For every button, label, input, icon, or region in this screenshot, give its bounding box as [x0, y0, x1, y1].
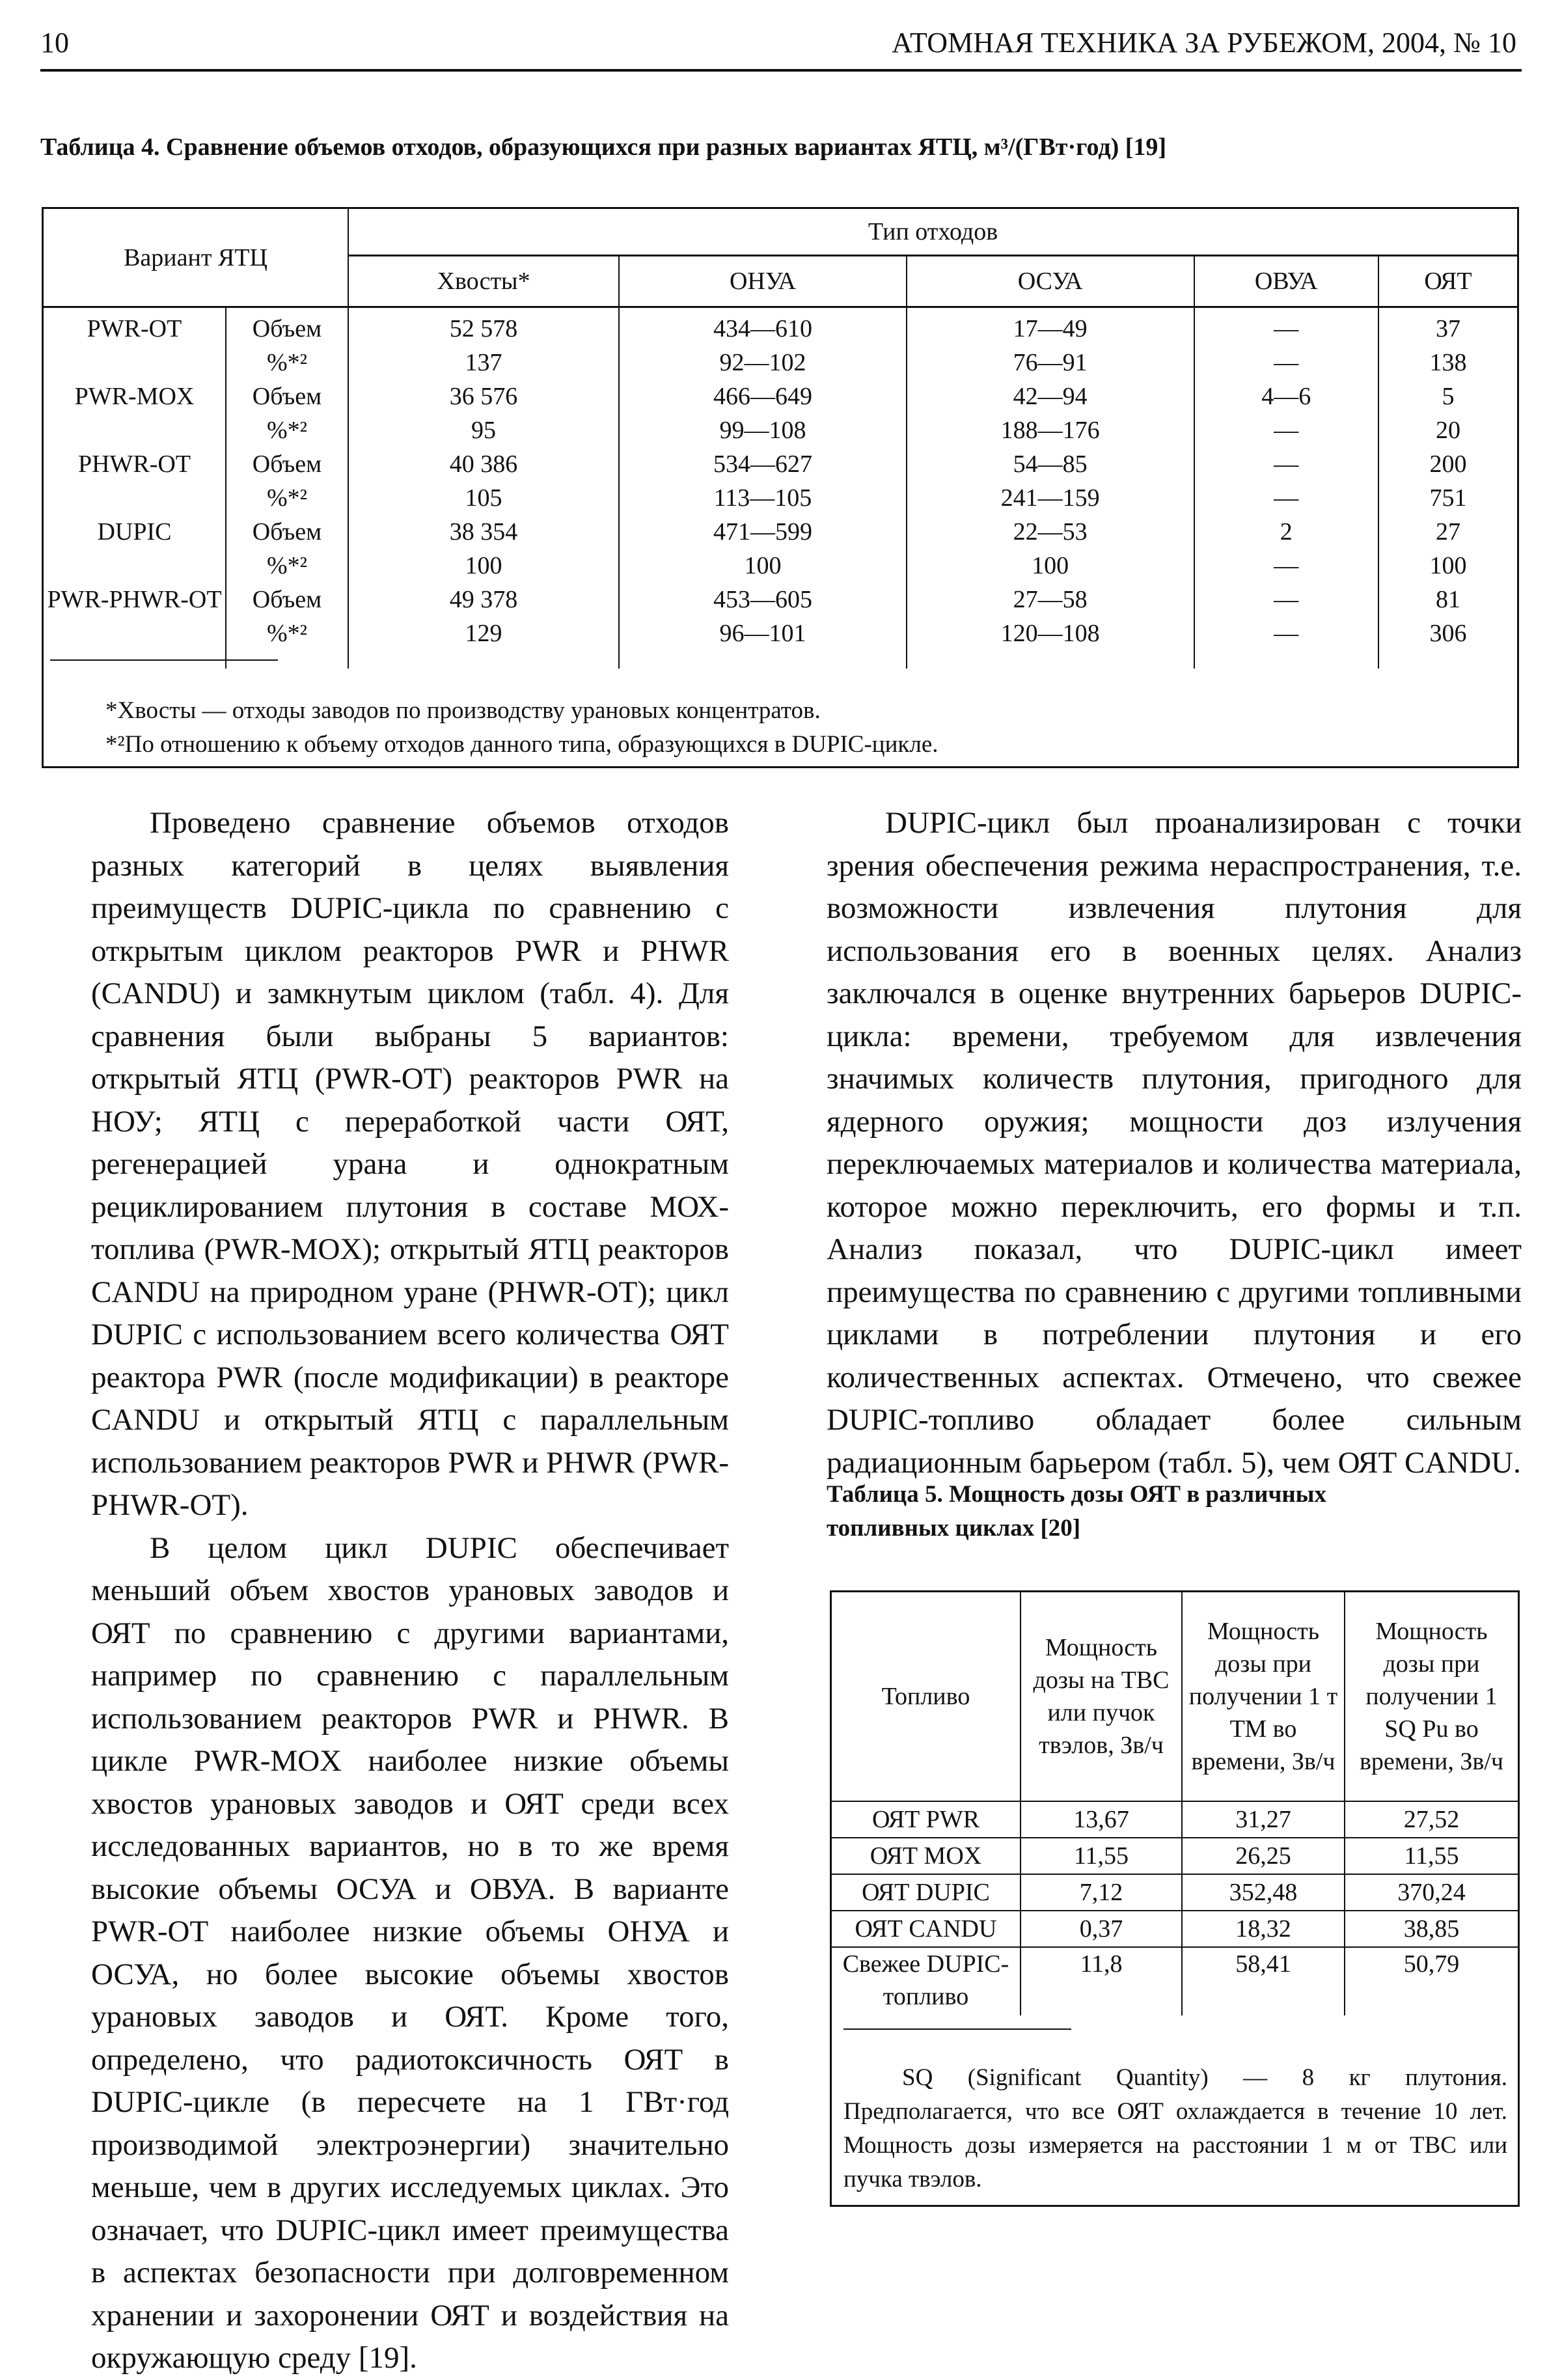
value-cell: 466—649 — [619, 380, 907, 413]
paragraph: Проведено сравнение объемов отходов разных категорий в целях выявления преимуществ DUPIC-цикла по сравнению с открытым циклом реакторов PWR и PHWR (CANDU) и замкнутым циклом (табл. 4). Для сравнения были выбраны 5 вариантов: открытый ЯТЦ (PWR-OT) реакторов PWR на НОУ; ЯТЦ с переработкой части ОЯТ, регенерацией урана и однократным рециклированием плутония в составе МОХ-топлива (PWR-MOX); открытый ЯТЦ реакторов CANDU на природном уране (PHWR-OT); цикл DUPIC с использованием всего количества ОЯТ реактора PWR (после модификации) в реакторе CANDU и открытый ЯТЦ с параллельным использованием реакторов PWR и PHWR (PWR-PHWR-OT). — [91, 806, 729, 1522]
column-header: ОНУА — [619, 256, 907, 307]
value-cell: 113—105 — [619, 481, 907, 515]
column-header: ОЯТ — [1378, 256, 1517, 307]
spacer-cell — [907, 650, 1194, 669]
value-cell: — — [1194, 616, 1378, 650]
value-cell: 38 354 — [348, 515, 619, 549]
value-cell: 453—605 — [619, 583, 907, 616]
value-cell: 26,25 — [1182, 1838, 1345, 1874]
value-cell: 31,27 — [1182, 1801, 1345, 1838]
column-header: Мощность дозы при получении 1 т ТМ во времени, Зв/ч — [1182, 1592, 1345, 1801]
value-cell: 11,8 — [1021, 1947, 1182, 2015]
table-row — [44, 380, 1517, 413]
value-cell: 96—101 — [619, 616, 907, 650]
variant-cell: PHWR-OT — [77, 450, 191, 478]
metric-cell: %*² — [226, 616, 348, 650]
value-cell: 52 578 — [348, 307, 619, 346]
metric-cell: Объем — [226, 515, 348, 549]
value-cell: 20 — [1378, 413, 1517, 447]
table-row — [44, 481, 1517, 515]
column-header: Хвосты* — [348, 256, 619, 307]
value-cell: 0,37 — [1021, 1911, 1182, 1947]
value-cell: 306 — [1378, 616, 1517, 650]
variant-cell — [44, 413, 226, 447]
value-cell: 27 — [1378, 515, 1517, 549]
value-cell: 11,55 — [1021, 1838, 1182, 1874]
value-cell: 37 — [1378, 307, 1517, 346]
value-cell: 58,41 — [1182, 1947, 1345, 2015]
value-cell: 751 — [1378, 481, 1517, 515]
spacer-cell — [619, 650, 907, 669]
table-row — [44, 616, 1517, 650]
fuel-cell: ОЯТ DUPIC — [832, 1874, 1021, 1911]
value-cell: 54—85 — [907, 447, 1194, 481]
table-row — [44, 583, 1517, 616]
value-cell: 17—49 — [907, 307, 1194, 346]
footnote-rule — [50, 659, 278, 661]
left-column — [91, 802, 729, 2380]
column-header: Мощность дозы при получении 1 SQ Pu во времени, Зв/ч — [1345, 1592, 1518, 1801]
table-row — [44, 346, 1517, 380]
table-row — [44, 413, 1517, 447]
value-cell: — — [1194, 481, 1378, 515]
paragraph: В целом цикл DUPIC обеспечивает меньший объем хвостов урановых заводов и ОЯТ по сравнению с другими вариантами, например по сравнению с параллельным использованием реакторов PWR и PHWR. В цикле PWR-MOX наиболее низкие объемы хвостов урановых заводов и ОЯТ среди всех исследованных вариантов, но в то же время высокие объемы ОСУА и ОВУА. В варианте PWR-OT наиболее низкие объемы ОНУА и ОСУА, но более высокие объемы хвостов урановых заводов и ОЯТ. Кроме того, определено, что радиотоксичность ОЯТ в DUPIC-цикле (в пересчете на 1 ГВт·год производимой электроэнергии) значительно меньше, чем в других исследуемых циклах. Это означает, что DUPIC-цикл имеет преимущества в аспектах безопасности при долговременном хранении и захоронении ОЯТ и воздействия на окружающую среду [19]. — [91, 1530, 729, 2375]
value-cell: 49 378 — [348, 583, 619, 616]
value-cell: — — [1194, 346, 1378, 380]
table4 — [42, 207, 1519, 768]
value-cell: 370,24 — [1345, 1874, 1518, 1911]
variant-cell: DUPIC — [97, 518, 172, 546]
variant-cell — [44, 481, 226, 515]
table5-grid — [832, 1592, 1518, 2015]
column-header: Топливо — [832, 1592, 1021, 1801]
journal-title: АТОМНАЯ ТЕХНИКА ЗА РУБЕЖОМ, 2004, № 10 — [892, 27, 1516, 59]
metric-cell: %*² — [226, 481, 348, 515]
column-header: ОСУА — [907, 256, 1194, 307]
table5-caption-line2: топливных циклах [20] — [827, 1515, 1081, 1542]
value-cell: 99—108 — [619, 413, 907, 447]
value-cell: 434—610 — [619, 307, 907, 346]
table5 — [830, 1590, 1520, 2207]
value-cell: — — [1194, 549, 1378, 583]
value-cell: 200 — [1378, 447, 1517, 481]
spacer-cell — [348, 650, 619, 669]
variant-cell — [44, 346, 226, 380]
table-row — [832, 1911, 1518, 1947]
value-cell: 81 — [1378, 583, 1517, 616]
value-cell: 100 — [907, 549, 1194, 583]
value-cell: 188—176 — [907, 413, 1194, 447]
fuel-cell: ОЯТ PWR — [832, 1801, 1021, 1838]
value-cell: 7,12 — [1021, 1874, 1182, 1911]
variant-cell: PWR-MOX — [74, 383, 195, 410]
variant-cell: PWR-PHWR-OT — [47, 586, 222, 613]
column-header: ОВУА — [1194, 256, 1378, 307]
table-row — [44, 307, 1517, 346]
value-cell: 4—6 — [1194, 380, 1378, 413]
value-cell: 120—108 — [907, 616, 1194, 650]
value-cell: 100 — [619, 549, 907, 583]
value-cell: 92—102 — [619, 346, 907, 380]
metric-cell: %*² — [226, 346, 348, 380]
spacer-cell — [1378, 650, 1517, 669]
value-cell: 22—53 — [907, 515, 1194, 549]
value-cell: 27,52 — [1345, 1801, 1518, 1838]
table-row — [832, 1801, 1518, 1838]
metric-cell: Объем — [226, 307, 348, 346]
paragraph: DUPIC-цикл был проанализирован с точки зрения обеспечения режима нераспространения, т.е. возможности извлечения плутония для использования его в военных целях. Анализ заключался в оценке внутренних барьеров DUPIC-цикла: времени, требуемом для извлечения значимых количеств плутония, пригодного для ядерного оружия; мощности доз излучения переключаемых материалов и количества материала, которое можно переключить, его формы и т.п. Анализ показал, что DUPIC-цикл имеет преимущества по сравнению с другими топливными циклами в потреблении плутония и его количественных аспектах. Отмечено, что свежее DUPIC-топливо обладает более сильным радиационным барьером (табл. 5), чем ОЯТ CANDU. — [827, 806, 1522, 1480]
metric-cell: Объем — [226, 447, 348, 481]
table4-caption: Таблица 4. Сравнение объемов отходов, образующихся при разных вариантах ЯТЦ, м³/(ГВт·год) [19] — [40, 133, 1167, 161]
value-cell: 36 576 — [348, 380, 619, 413]
table-row — [832, 1874, 1518, 1911]
value-cell: 27—58 — [907, 583, 1194, 616]
value-cell: 50,79 — [1345, 1947, 1518, 2015]
value-cell: 129 — [348, 616, 619, 650]
footnote-2: *²По отношению к объему отходов данного типа, образующихся в DUPIC-цикле. — [105, 731, 939, 758]
table5-caption — [827, 1478, 1326, 1545]
footnote-rule — [843, 2028, 1071, 2030]
type-header: Тип отходов — [348, 209, 1517, 256]
footnote-1: *Хвосты — отходы заводов по производству урановых концентратов. — [105, 697, 821, 724]
metric-cell: Объем — [226, 583, 348, 616]
value-cell: 42—94 — [907, 380, 1194, 413]
value-cell: — — [1194, 583, 1378, 616]
table4-grid — [44, 209, 1517, 669]
value-cell: 471—599 — [619, 515, 907, 549]
fuel-cell: ОЯТ MOX — [832, 1838, 1021, 1874]
table-row — [44, 447, 1517, 481]
right-column — [827, 802, 1522, 1484]
value-cell: 95 — [348, 413, 619, 447]
fuel-cell: Свежее DUPIC-топливо — [832, 1947, 1021, 2015]
variant-cell — [44, 549, 226, 583]
variant-cell — [44, 616, 226, 650]
value-cell: 18,32 — [1182, 1911, 1345, 1947]
table-row — [44, 515, 1517, 549]
value-cell: 76—91 — [907, 346, 1194, 380]
column-header: Мощность дозы на ТВС или пучок твэлов, Зв/ч — [1021, 1592, 1182, 1801]
table-row — [832, 1947, 1518, 2015]
value-cell: 137 — [348, 346, 619, 380]
metric-cell: %*² — [226, 549, 348, 583]
value-cell: — — [1194, 307, 1378, 346]
metric-cell: %*² — [226, 413, 348, 447]
value-cell: 11,55 — [1345, 1838, 1518, 1874]
metric-cell: Объем — [226, 380, 348, 413]
value-cell: 100 — [348, 549, 619, 583]
value-cell: 100 — [1378, 549, 1517, 583]
value-cell: 241—159 — [907, 481, 1194, 515]
header-rule — [40, 69, 1522, 72]
value-cell: — — [1194, 447, 1378, 481]
value-cell: 40 386 — [348, 447, 619, 481]
table5-caption-line1: Таблица 5. Мощность дозы ОЯТ в различных — [827, 1481, 1327, 1508]
value-cell: — — [1194, 413, 1378, 447]
value-cell: 352,48 — [1182, 1874, 1345, 1911]
value-cell: 534—627 — [619, 447, 907, 481]
value-cell: 138 — [1378, 346, 1517, 380]
table-row — [832, 1838, 1518, 1874]
spacer-cell — [1194, 650, 1378, 669]
table5-note: SQ (Significant Quantity) — 8 кг плутония. Предполагается, что все ОЯТ охлаждается в течение 10 лет. Мощность дозы измеряется на расстоянии 1 м от ТВС или пучка твэлов. — [843, 2064, 1507, 2193]
value-cell: 2 — [1194, 515, 1378, 549]
fuel-cell: ОЯТ CANDU — [832, 1911, 1021, 1947]
value-cell: 105 — [348, 481, 619, 515]
table-row — [44, 549, 1517, 583]
value-cell: 5 — [1378, 380, 1517, 413]
value-cell: 38,85 — [1345, 1911, 1518, 1947]
value-cell: 13,67 — [1021, 1801, 1182, 1838]
variant-cell: PWR-OT — [87, 315, 182, 342]
page-number: 10 — [40, 27, 69, 59]
variant-header: Вариант ЯТЦ — [44, 209, 348, 307]
